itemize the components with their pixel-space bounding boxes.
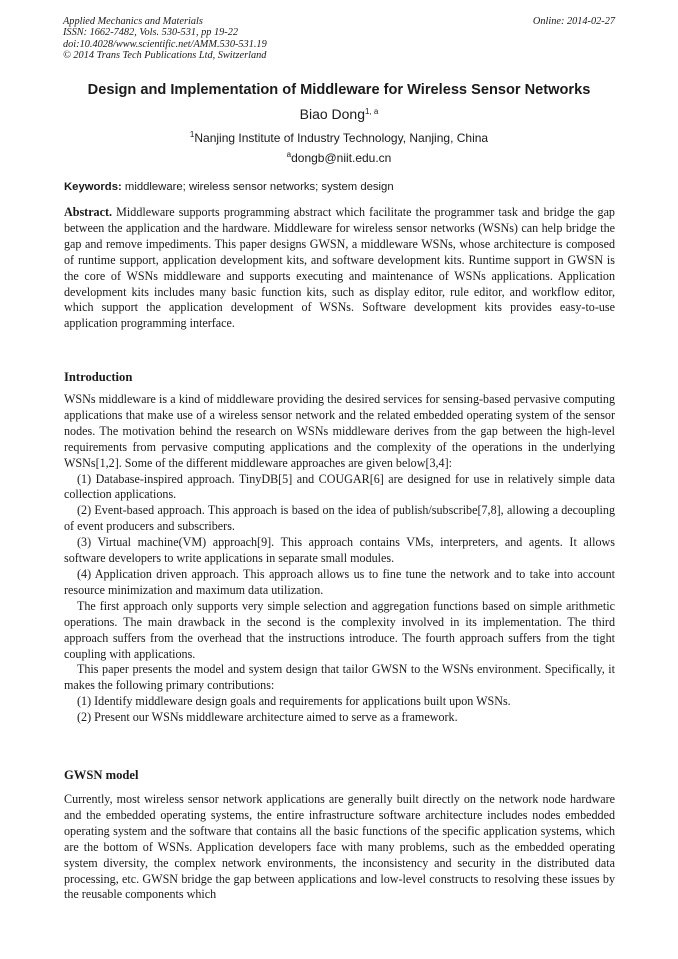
keywords-line	[64, 181, 615, 193]
keywords-label: Keywords:	[64, 181, 122, 193]
contribution-item: (2) Present our WSNs middleware architecture aimed to serve as a framework.	[77, 710, 458, 725]
intro-list-item: (2) Event-based approach. This approach is based on the idea of publish/subscribe[7,8], allowing a decoupling of event producers and subscribers.	[64, 503, 615, 534]
author-name: Biao Dong	[299, 106, 366, 122]
intro-paragraph: WSNs middleware is a kind of middleware providing the desired services for sensing-based pervasive computing applications that make use of a wireless sensor network and the related embedded operating system of the sensor nodes. The motivation behind the research on WSNs middleware derives from the gap between the high-level requirements from pervasive computing applications and the complexity of the operations in the underlying WSNs[1,2]. Some of the different middleware approaches are given below[3,4]:	[64, 392, 615, 470]
keywords-text: middleware; wireless sensor networks; system design	[124, 181, 394, 193]
issn-line: ISSN: 1662-7482, Vols. 530-531, pp 19-22	[63, 27, 239, 39]
email-superscript: a	[286, 150, 292, 159]
author-line	[0, 106, 678, 122]
intro-list-item: (3) Virtual machine(VM) approach[9]. This approach contains VMs, interpreters, and agents. It allows software developers to write applications in separate small modules.	[64, 535, 615, 566]
journal-header	[63, 16, 463, 62]
gwsn-model-heading: GWSN model	[64, 768, 139, 782]
introduction-heading: Introduction	[64, 370, 133, 384]
affiliation-text: Nanjing Institute of Industry Technology, Nanjing, China	[194, 131, 489, 145]
abstract-text: Middleware supports programming abstract which facilitate the programmer task and bridge the gap between the application and the hardware. Middleware for wireless sensor networks (WSNs) can help bridge the gap and remove impediments. This paper designs GWSN, a middleware WSNs, whose architecture is composed of runtime support, application development kits, and software development kits. Runtime support in GWSN is the core of WSNs middleware and supports executing and maintenance of WSNs applications. Application development kits includes many basic function kits, such as display editor, rule editor, and workflow editor, which support the application development of WSNs. Software development kits provides easy-to-use application programming interface.	[64, 205, 615, 331]
journal-name: Applied Mechanics and Materials	[63, 16, 203, 27]
gwsn-model-body	[64, 792, 615, 903]
abstract-label: Abstract.	[64, 205, 113, 219]
introduction-body	[64, 392, 615, 726]
doi-line[interactable]: doi:10.4028/www.scientific.net/AMM.530-531.19	[63, 38, 267, 50]
gwsn-paragraph: Currently, most wireless sensor network applications are generally built directly on the network node hardware and the embedded operating systems, the entire infrastructure software architecture includes nodes embedded operating system and the software that contains all the basic functions of the specific application systems, which are the bottom of WSNs. Application developers face with many problems, such as the embedded operating system diversity, the complex network environments, the inconsistency and security in the distributed data processing, etc. GWSN bridge the gap between applications and low-level constructs to resolving these issues by the reusable components which	[64, 792, 615, 902]
contribution-item: (1) Identify middleware design goals and requirements for applications built upon WSNs.	[77, 694, 511, 709]
email-line	[0, 151, 678, 165]
affiliation-superscript: 1	[189, 130, 195, 139]
paper-title: Design and Implementation of Middleware for Wireless Sensor Networks	[87, 82, 591, 98]
copyright-line: © 2014 Trans Tech Publications Ltd, Switzerland	[63, 50, 267, 62]
intro-paragraph: The first approach only supports very simple selection and aggregation functions based on simple arithmetic operations. The main drawback in the second is the complexity involved in its implementation. The third approach suffers from the overhead that the instructions introduce. The fourth approach suffers from the tight coupling with applications.	[64, 598, 615, 661]
intro-paragraph: This paper presents the model and system design that tailor GWSN to the WSNs environment. Specifically, it makes the following primary contributions:	[64, 662, 615, 693]
author-superscript: 1, a	[365, 107, 379, 116]
intro-list-item: (4) Application driven approach. This approach allows us to fine tune the network and to take into account resource minimization and maximum data utilization.	[64, 566, 615, 597]
online-date: Online: 2014-02-27	[532, 16, 615, 27]
affiliation-line	[0, 131, 678, 145]
intro-list-item: (1) Database-inspired approach. TinyDB[5] and COUGAR[6] are designed for use in relatively simple data collection applications.	[64, 471, 615, 502]
email-address[interactable]: dongb@niit.edu.cn	[291, 151, 392, 165]
abstract-paragraph	[64, 205, 615, 332]
